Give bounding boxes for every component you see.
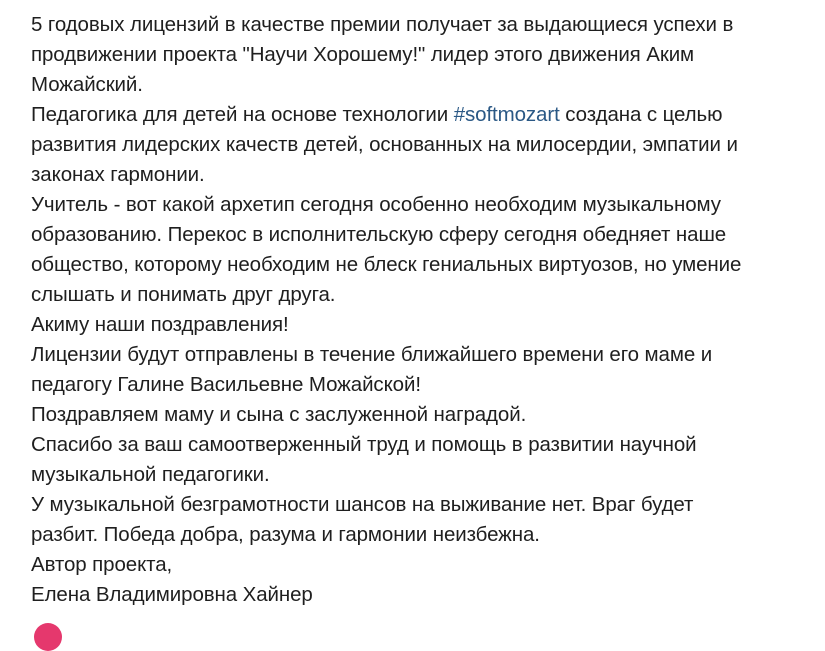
post-line-with-hashtag	[31, 100, 811, 130]
post-text-fragment: Педагогика для детей на основе технологии	[31, 103, 454, 126]
post-line: законах гармонии.	[31, 163, 205, 186]
post-line: Можайский.	[31, 73, 143, 96]
post-text	[31, 10, 811, 610]
post-line: слышать и понимать друг друга.	[31, 283, 336, 306]
avatar[interactable]	[34, 623, 62, 651]
post-line: музыкальной педагогики.	[31, 463, 270, 486]
post-line: Акиму наши поздравления!	[31, 313, 289, 336]
post-line: Спасибо за ваш самоотверженный труд и помощь в развитии научной	[31, 433, 697, 456]
post-line: продвижении проекта "Научи Хорошему!" лидер этого движения Аким	[31, 43, 695, 66]
post-line: образованию. Перекос в исполнительскую сферу сегодня обедняет наше	[31, 223, 727, 246]
post-line: общество, которому необходим не блеск гениальных виртуозов, но умение	[31, 253, 742, 276]
hashtag-link[interactable]: #softmozart	[453, 103, 560, 126]
post-line: У музыкальной безграмотности шансов на выживание нет. Враг будет	[31, 493, 694, 516]
post-line: Елена Владимировна Хайнер	[31, 583, 313, 606]
post-line: педагогу Галине Васильевне Можайской!	[31, 373, 421, 396]
post-text-fragment: создана с целью	[559, 103, 723, 126]
post-line: Лицензии будут отправлены в течение ближайшего времени его маме и	[31, 343, 713, 366]
post-line: разбит. Победа добра, разума и гармонии неизбежна.	[31, 523, 540, 546]
post-line: Поздравляем маму и сына с заслуженной наградой.	[31, 403, 527, 426]
post-line: Учитель - вот какой архетип сегодня особенно необходим музыкальному	[31, 193, 721, 216]
post-line: развития лидерских качеств детей, основанных на милосердии, эмпатии и	[31, 133, 738, 156]
post-line: Автор проекта,	[31, 553, 173, 576]
post-line: 5 годовых лицензий в качестве премии получает за выдающиеся успехи в	[31, 13, 734, 36]
